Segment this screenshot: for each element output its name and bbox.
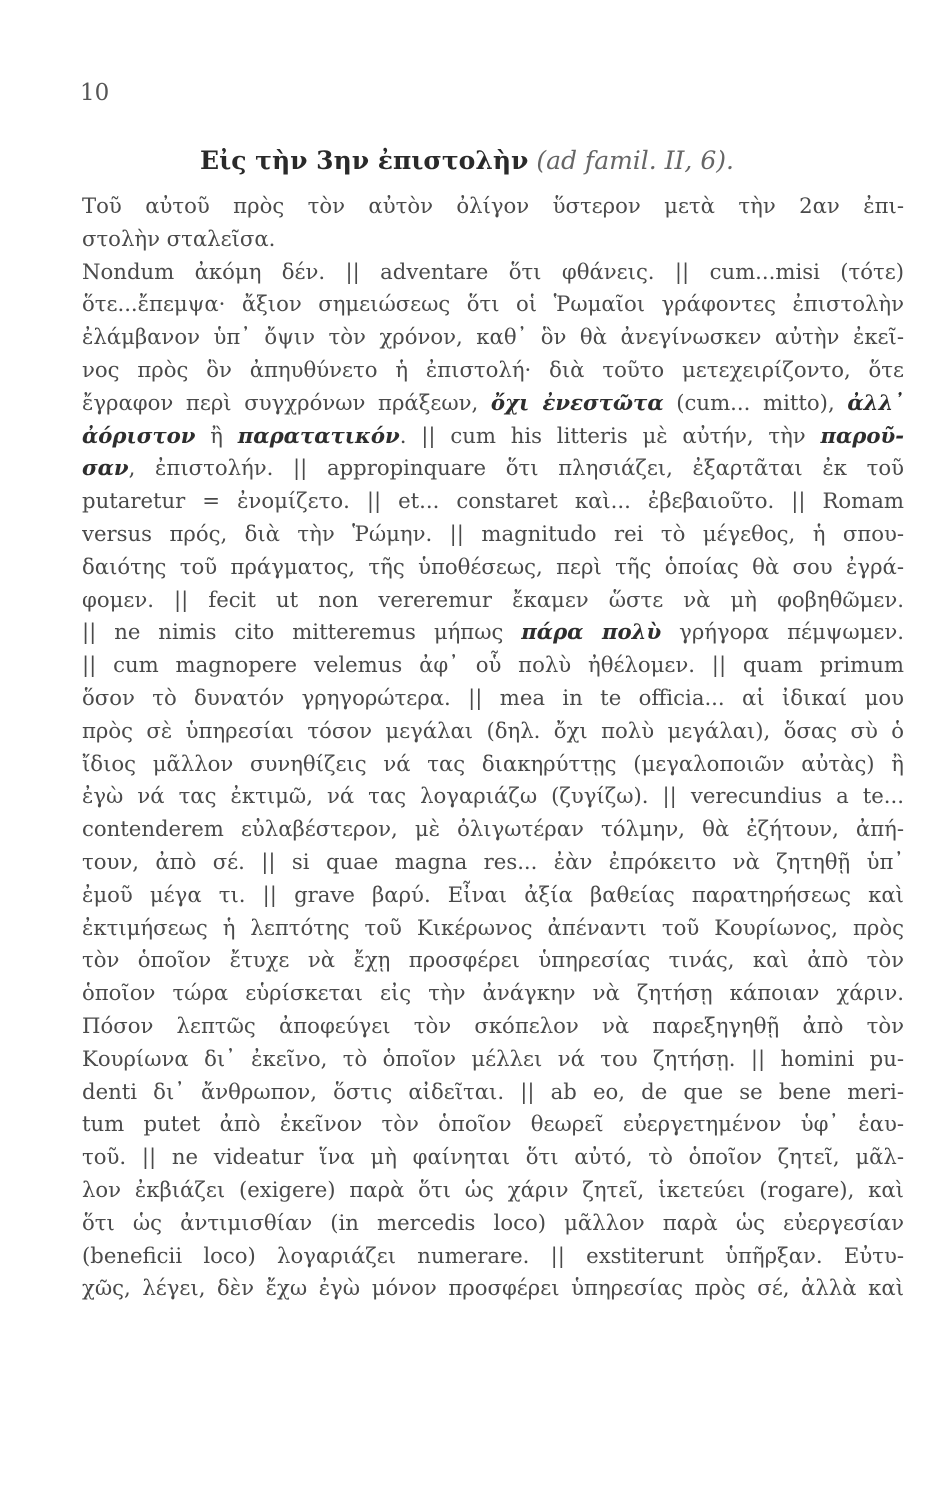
text-line	[82, 354, 904, 387]
text-line	[82, 1174, 904, 1207]
text-span: ἐλάμβανον ὑπ᾽ ὄψιν τὸν χρόνον, καθ᾽ ὃν θὰ ἀνεγίνωσκεν αὐτὴν ἐκεῖ-	[82, 324, 904, 350]
text-span: νος πρὸς ὃν ἀπηυθύνετο ἡ ἐπιστολή· διὰ τοῦτο μετεχειρίζοντο, ὅτε	[82, 356, 904, 382]
grammar-term: παροῦ-	[820, 422, 904, 448]
text-span: φομεν. || fecit ut non vereremur ἔκαμεν ὥστε νὰ μὴ φοβηθῶμεν.	[82, 586, 904, 612]
text-span: putaretur = ἐνομίζετο. || et... constaret καὶ... ἐβεβαιοῦτο. || Romam	[82, 488, 904, 514]
grammar-term: ἀόριστον	[82, 422, 196, 448]
text-span: τοῦ. || ne videatur ἵνα μὴ φαίνηται ὅτι αὐτό, τὸ ὁποῖον ζητεῖ, μᾶλ-	[82, 1144, 904, 1170]
text-line	[82, 879, 904, 912]
grammar-term: πάρα πολὺ	[521, 619, 662, 645]
text-span: contenderem εὐλαβέστερον, μὲ ὀλιγωτέραν τόλμην, θὰ ἐζήτουν, ἀπή-	[82, 816, 904, 842]
text-span: γρήγορα πέμψωμεν.	[661, 619, 904, 645]
text-line	[82, 223, 904, 256]
chapter-heading	[0, 146, 934, 175]
text-line	[82, 190, 904, 223]
text-line	[82, 1010, 904, 1043]
text-span: ἢ	[195, 422, 238, 448]
text-span: Κουρίωνα δι᾽ ἐκεῖνο, τὸ ὁποῖον μέλλει νά του ζητήσῃ. || homini pu-	[82, 1045, 904, 1071]
text-line	[82, 649, 904, 682]
text-span: τουν, ἀπὸ σέ. || si quae magna res... ἐὰν ἐπρόκειτο νὰ ζητηθῇ ὑπ᾽	[82, 848, 904, 874]
text-span: πρὸς σὲ ὑπηρεσίαι τόσον μεγάλαι (δηλ. ὄχι πολὺ μεγάλαι), ὅσας σὺ ὁ	[82, 717, 904, 743]
text-span: (beneficii loco) λογαριάζει numerare. || exstiterunt ὑπῆρξαν. Εὐτυ-	[82, 1242, 904, 1268]
text-span: Πόσον λεπτῶς ἀποφεύγει τὸν σκόπελον νὰ παρεξηγηθῇ ἀπὸ τὸν	[82, 1012, 904, 1038]
text-line	[82, 1240, 904, 1273]
text-line	[82, 1272, 904, 1305]
grammar-term: ὄχι ἐνεστῶτα	[490, 389, 664, 415]
text-span: || cum magnopere velemus ἀφ᾽ οὗ πολὺ ἠθέλομεν. || quam primum	[82, 652, 904, 678]
text-line	[82, 1141, 904, 1174]
text-span: Nondum ἀκόμη δέν. || adventare ὅτι φθάνεις. || cum...misi (τότε)	[82, 258, 904, 284]
text-line	[82, 1043, 904, 1076]
text-line	[82, 288, 904, 321]
grammar-term: ἀλλ᾽	[847, 389, 904, 415]
text-line	[82, 551, 904, 584]
text-line	[82, 715, 904, 748]
text-line	[82, 1207, 904, 1240]
text-span: χῶς, λέγει, δὲν ἔχω ἐγὼ μόνον προσφέρει ὑπηρεσίας πρὸς σέ, ἀλλὰ καὶ	[82, 1275, 904, 1301]
commentary-text	[82, 190, 904, 1305]
text-line	[82, 518, 904, 551]
text-span: ἐκτιμήσεως ἡ λεπτότης τοῦ Κικέρωνος ἀπέναντι τοῦ Κουρίωνος, πρὸς	[82, 914, 904, 940]
text-span: versus πρός, διὰ τὴν Ῥώμην. || magnitudo rei τὸ μέγεθος, ἡ σπου-	[82, 520, 904, 546]
text-span: ἔγραφον περὶ συγχρόνων πράξεων,	[82, 389, 491, 415]
text-span: ὅσον τὸ δυνατόν γρηγορώτερα. || mea in te officia... αἱ ἰδικαί μου	[82, 684, 904, 710]
text-line	[82, 256, 904, 289]
heading-reference: (ad famil. II, 6).	[536, 146, 734, 175]
text-line	[82, 846, 904, 879]
heading-main: Εἰς τὴν 3ην ἐπιστολὴν	[200, 146, 529, 175]
text-line	[82, 682, 904, 715]
text-line	[82, 944, 904, 977]
page-number: 10	[80, 80, 110, 106]
text-span: ὅτε...ἔπεμψα· ἄξιον σημειώσεως ὅτι οἱ Ῥωμαῖοι γράφοντες ἐπιστολὴν	[82, 291, 904, 317]
text-span: λον ἐκβιάζει (exigere) παρὰ ὅτι ὡς χάριν ζητεῖ, ἱκετεύει (rogare), καὶ	[82, 1176, 904, 1202]
text-span: ὁποῖον τώρα εὑρίσκεται εἰς τὴν ἀνάγκην νὰ ζητήσῃ κάποιαν χάριν.	[82, 980, 904, 1006]
text-span: . || cum his litteris μὲ αὐτήν, τὴν	[399, 422, 821, 448]
text-line	[82, 1108, 904, 1141]
text-line	[82, 748, 904, 781]
text-line	[82, 813, 904, 846]
grammar-term: παρατατικόν	[237, 422, 400, 448]
text-line	[82, 420, 904, 453]
text-span: || ne nimis cito mitteremus μήπως	[82, 619, 522, 645]
text-line	[82, 387, 904, 420]
text-span: δαιότης τοῦ πράγματος, τῆς ὑποθέσεως, περὶ τῆς ὁποίας θὰ σου ἐγρά-	[82, 553, 904, 579]
text-span: στολὴν σταλεῖσα.	[82, 225, 276, 251]
text-line	[82, 912, 904, 945]
text-line	[82, 977, 904, 1010]
text-span: (cum... mitto),	[663, 389, 848, 415]
text-span: τὸν ὁποῖον ἔτυχε νὰ ἔχῃ προσφέρει ὑπηρεσίας τινάς, καὶ ἀπὸ τὸν	[82, 947, 904, 973]
text-span: denti δι᾽ ἄνθρωπον, ὅστις αἰδεῖται. || ab eo, de que se bene meri-	[82, 1078, 904, 1104]
text-span: tum putet ἀπὸ ἐκεῖνον τὸν ὁποῖον θεωρεῖ εὐεργετημένον ὑφ᾽ ἑαυ-	[82, 1111, 904, 1137]
text-line	[82, 452, 904, 485]
text-line	[82, 616, 904, 649]
text-span: , ἐπιστολήν. || appropinquare ὅτι πλησιάζει, ἐξαρτᾶται ἐκ τοῦ	[128, 455, 904, 481]
text-span: ἴδιος μᾶλλον συνηθίζεις νά τας διακηρύττῃς (μεγαλοποιῶν αὐτὰς) ἢ	[82, 750, 904, 776]
text-line	[82, 321, 904, 354]
text-line	[82, 584, 904, 617]
text-span: ἐμοῦ μέγα τι. || grave βαρύ. Εἶναι ἀξία βαθείας παρατηρήσεως καὶ	[82, 881, 904, 907]
text-span: Τοῦ αὐτοῦ πρὸς τὸν αὐτὸν ὀλίγον ὕστερον μετὰ τὴν 2αν ἐπι-	[82, 193, 904, 218]
text-line	[82, 780, 904, 813]
text-line	[82, 1076, 904, 1109]
text-span: ὅτι ὡς ἀντιμισθίαν (in mercedis loco) μᾶλλον παρὰ ὡς εὐεργεσίαν	[82, 1209, 904, 1235]
grammar-term: σαν	[82, 455, 129, 481]
text-span: ἐγὼ νά τας ἐκτιμῶ, νά τας λογαριάζω (ζυγίζω). || verecundius a te...	[82, 783, 904, 809]
text-line	[82, 485, 904, 518]
